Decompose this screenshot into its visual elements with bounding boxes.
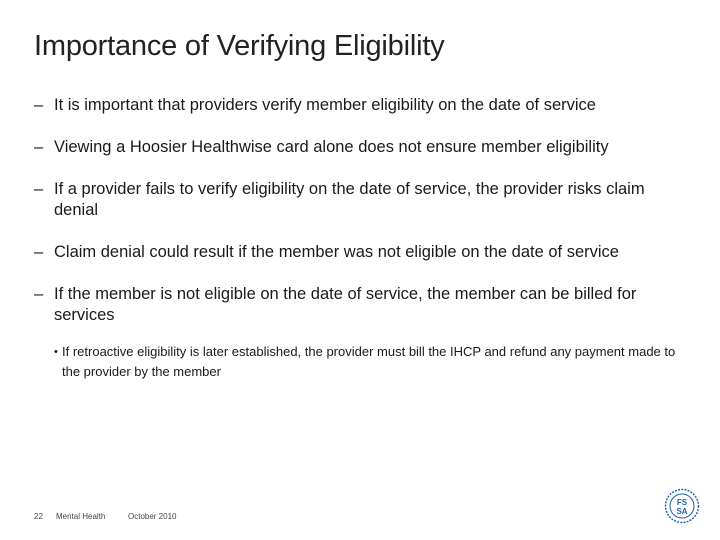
sub-bullet-item [34,342,682,382]
bullet-text: Viewing a Hoosier Healthwise card alone does not ensure member eligibility [54,138,609,156]
bullet-item [34,95,684,116]
bullet-text: Claim denial could result if the member was not eligible on the date of service [54,243,619,261]
dash-marker: – [34,180,44,198]
footer-page-number: 22 [34,512,43,521]
dot-marker: • [54,346,58,358]
fssa-seal-logo [664,488,700,524]
dash-marker: – [34,285,44,303]
bullet-text: It is important that providers verify member eligibility on the date of service [54,96,596,114]
svg-text:SA: SA [676,507,688,516]
svg-text:FS: FS [676,498,688,507]
bullet-text: If a provider fails to verify eligibility on the date of service, the provider risks claim denial [54,180,645,219]
bullet-item [34,284,684,326]
bullet-item [34,137,684,158]
footer-date: October 2010 [128,512,177,521]
dash-marker: – [34,96,44,114]
bullet-list [34,95,684,382]
dash-marker: – [34,243,44,261]
sub-bullet-text: If retroactive eligibility is later established, the provider must bill the IHCP and refund any payment made to the provider by the member [62,344,676,379]
dash-marker: – [34,138,44,156]
bullet-item [34,242,684,263]
slide-title: Importance of Verifying Eligibility [34,30,445,62]
footer-department: Mental Health [56,512,106,521]
bullet-item [34,179,684,221]
bullet-text: If the member is not eligible on the date of service, the member can be billed for services [54,285,637,324]
